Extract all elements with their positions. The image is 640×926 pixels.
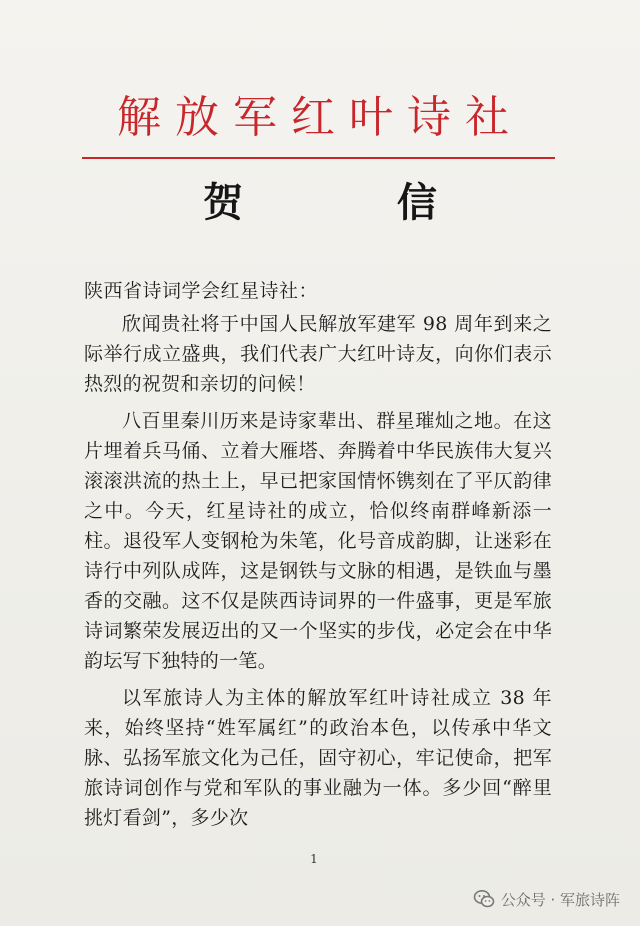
salutation: 陕西省诗词学会红星诗社： — [84, 280, 319, 302]
wechat-icon — [473, 888, 495, 910]
paragraph: 八百里秦川历来是诗家辈出、群星璀灿之地。在这片埋着兵马俑、立着大雁塔、奔腾着中华民族伟大复兴滚滚洪流的热土上，早已把家国情怀镌刻在了平仄韵律之中。今天，红星诗社的成立，恰似终南群峰新添一柱。退役军人变钢枪为朱笔，化号音成韵脚，让迷彩在诗行中列队成阵，这是钢铁与文脉的相遇，是铁血与墨香的交融。这不仅是陕西诗词界的一件盛事，更是军旅诗词繁荣发展迈出的又一个坚实的步伐，必定会在中华韵坛写下独特的一笔。 — [84, 410, 552, 672]
account-watermark — [473, 886, 620, 912]
letterhead-title: 解放军红叶诗社 — [117, 92, 523, 143]
paragraph: 以军旅诗人为主体的解放军红叶诗社成立 38 年来，始终坚持“姓军属红”的政治本色，以传承中华文脉、弘扬军旅文化为己任，固守初心，牢记使命，把军旅诗词创作与党和军队的事业融为一体。多少回“醉里挑灯看剑”，多少次 — [84, 687, 552, 829]
page-number: 1 — [310, 852, 318, 866]
letterhead-divider — [82, 157, 555, 159]
letter-body — [84, 309, 552, 840]
letter-title: 贺 信 — [203, 179, 479, 226]
watermark-text: 公众号 · 军旅诗阵 — [500, 890, 620, 909]
paragraph: 欣闻贵社将于中国人民解放军建军 98 周年到来之际举行成立盛典，我们代表广大红叶诗友，向你们表示热烈的祝贺和亲切的问候！ — [84, 313, 552, 395]
